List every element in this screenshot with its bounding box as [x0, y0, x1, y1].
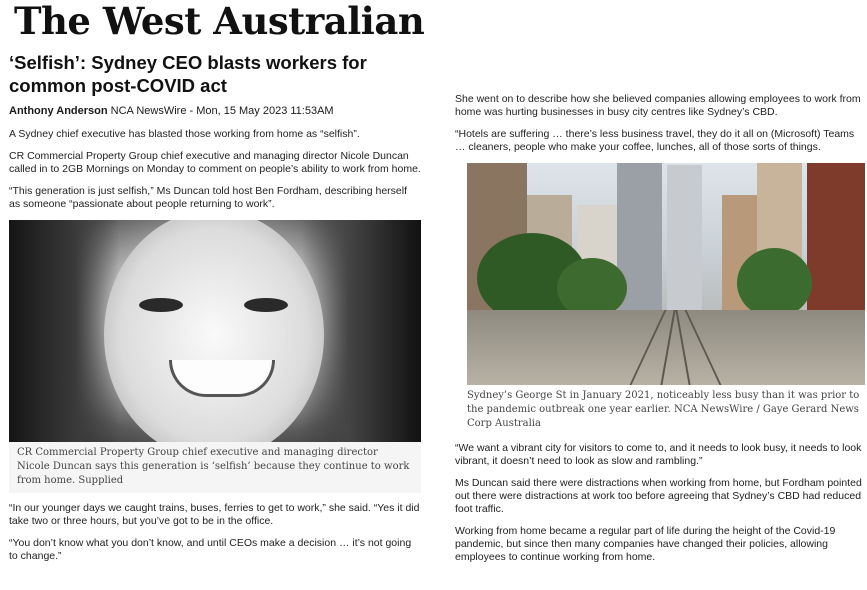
right-column: [455, 93, 865, 573]
photo-building: [807, 163, 865, 315]
paragraph: She went on to describe how she believed companies allowing employees to work from home was hurting businesses in busy city centres like Sydney’s CBD.: [455, 93, 861, 118]
photo-caption: Sydney’s George St in January 2021, noticeably less busy than it was prior to the pandemic outbreak one year earlier. NCA NewsWire / Gaye Gerard News Corp Australia: [467, 390, 860, 429]
left-column: [9, 51, 421, 572]
photo-eye: [244, 298, 288, 312]
paragraph: Ms Duncan said there were distractions when working from home, but Fordham pointed out there were distractions at work too before agreeing that Sydney’s CBD had reduced foot traffic.: [455, 477, 862, 515]
street-photo: [467, 163, 865, 385]
photo-shading: [9, 220, 119, 442]
paragraph: “You don’t know what you don’t know, and until CEOs make a decision … it’s not going to change.”: [9, 537, 412, 562]
paragraph: A Sydney chief executive has blasted those working from home as “selfish”.: [9, 128, 360, 140]
paragraph: “We want a vibrant city for visitors to come to, and it needs to look busy, it needs to look vibrant, it doesn’t need to look as slow and rambling.”: [455, 442, 862, 467]
article-headline: ‘Selfish’: Sydney CEO blasts workers for common post-COVID act: [9, 52, 367, 96]
photo-face: [104, 220, 324, 442]
paragraph: “This generation is just selfish,” Ms Duncan told host Ben Fordham, describing herself as someone “passionate about people returning to work”.: [9, 185, 408, 210]
photo-tree: [737, 248, 812, 318]
photo-tree: [557, 258, 627, 318]
paragraph: Working from home became a regular part of life during the height of the Covid-19 pandemic, but since then many companies have changed their policies, allowing employees to continue working from home.: [455, 525, 836, 563]
paragraph: “Hotels are suffering … there’s less business travel, they do it all on (Microsoft) Teams … cleaners, people who make your coffee, lunches, all of those sorts of things.: [455, 128, 855, 153]
source-date: NCA NewsWire - Mon, 15 May 2023 11:53AM: [107, 105, 334, 117]
author-name[interactable]: Anthony Anderson: [9, 105, 108, 117]
photo-caption: CR Commercial Property Group chief executive and managing director Nicole Duncan says this generation is ‘selfish’ because they continue to work from home. Supplied: [9, 442, 421, 493]
photo-eye: [139, 298, 183, 312]
byline: [9, 104, 421, 118]
photo-building: [667, 165, 702, 315]
paragraph: CR Commercial Property Group chief executive and managing director Nicole Duncan called in to 2GB Mornings on Monday to comment on people’s ability to work from home.: [9, 150, 421, 175]
portrait-photo: [9, 220, 421, 442]
paragraph: “In our younger days we caught trains, buses, ferries to get to work,” she said. “Yes it did take two or three hours, but you’ve got to be in the office.: [9, 502, 420, 527]
masthead-logo: The West Australian: [14, 0, 425, 43]
